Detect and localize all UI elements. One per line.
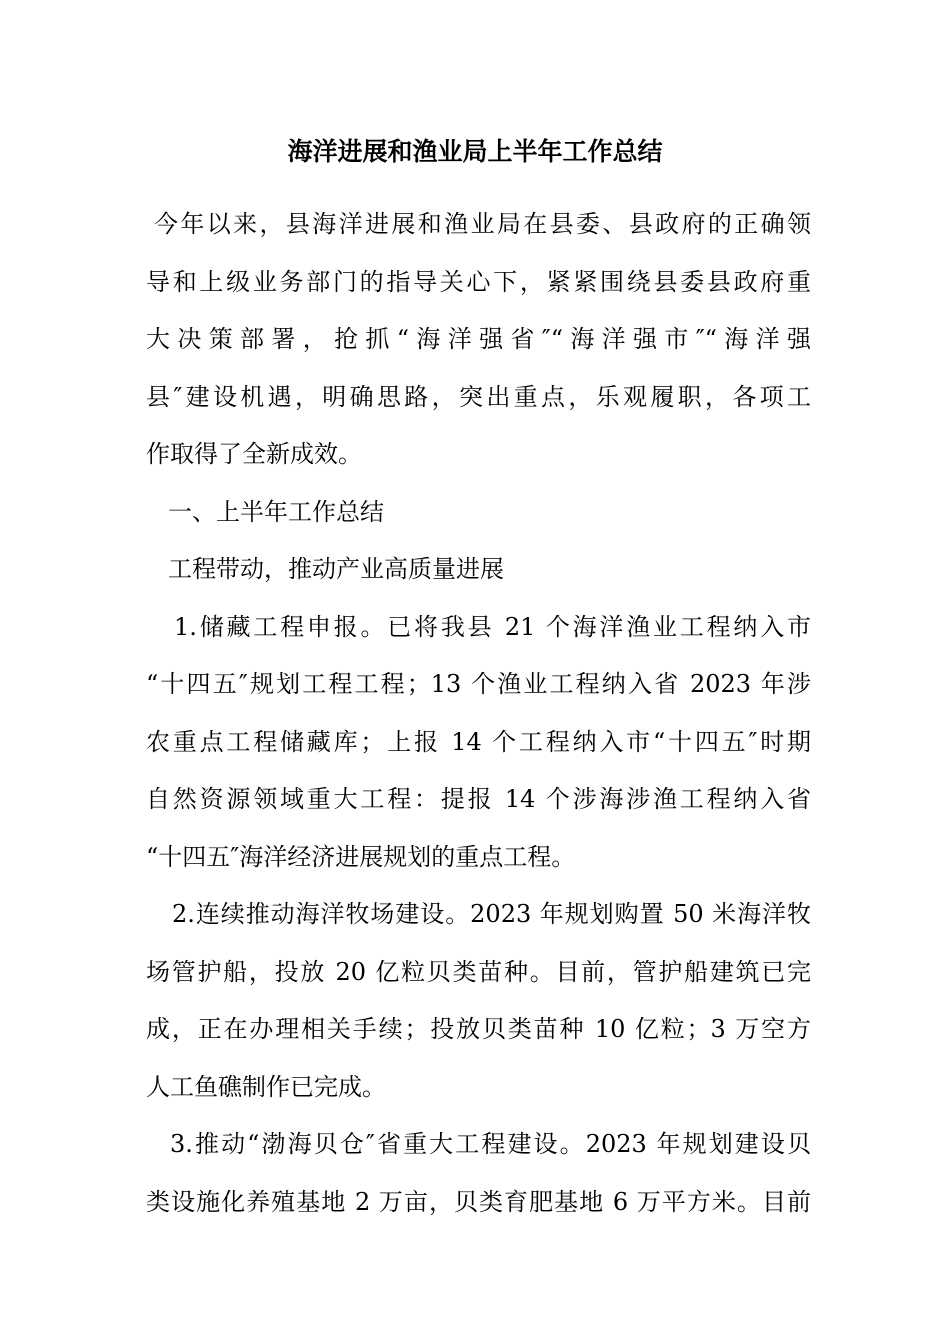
paragraph-line-4: 县″建设机遇，明确思路，突出重点，乐观履职，各项工 bbox=[146, 382, 811, 411]
item-3-line-1: 3.推动“渤海贝仓″省重大工程建设。2023 年规划建设贝 bbox=[170, 1130, 811, 1158]
item-1-line-5: “十四五″海洋经济进展规划的重点工程。 bbox=[146, 842, 576, 871]
item-3-line-2: 类设施化养殖基地 2 万亩，贝类育肥基地 6 万平方米。目前 bbox=[146, 1187, 811, 1216]
item-1-line-4: 自然资源领域重大工程：提报 14 个涉海涉渔工程纳入省 bbox=[146, 785, 811, 813]
item-2-line-1: 2.连续推动海洋牧场建设。2023 年规划购置 50 米海洋牧 bbox=[172, 900, 811, 928]
item-2-line-2: 场管护船，投放 20 亿粒贝类苗种。目前，管护船建筑已完 bbox=[146, 957, 811, 986]
section-heading: 一、上半年工作总结 bbox=[168, 497, 384, 526]
paragraph-line-2: 导和上级业务部门的指导关心下，紧紧围绕县委县政府重 bbox=[146, 267, 811, 296]
subsection-heading: 工程带动，推动产业高质量进展 bbox=[168, 555, 504, 583]
item-2-line-4: 人工鱼礁制作已完成。 bbox=[146, 1072, 386, 1101]
document-title: 海洋进展和渔业局上半年工作总结 bbox=[287, 137, 663, 166]
document-body bbox=[146, 196, 811, 1231]
item-1-line-1: 1.储藏工程申报。已将我县 21 个海洋渔业工程纳入市 bbox=[174, 612, 811, 641]
item-1-line-3: 农重点工程储藏库；上报 14 个工程纳入市“十四五″时期 bbox=[146, 727, 811, 756]
item-2-line-3: 成，正在办理相关手续；投放贝类苗种 10 亿粒；3 万空方 bbox=[146, 1015, 811, 1043]
item-1-line-2: “十四五″规划工程工程；13 个渔业工程纳入省 2023 年涉 bbox=[146, 670, 811, 698]
paragraph-line-3: 大决策部署，抢抓“海洋强省″“海洋强市″“海洋强 bbox=[146, 325, 811, 353]
paragraph-line-1: 今年以来，县海洋进展和渔业局在县委、县政府的正确领 bbox=[154, 210, 811, 238]
paragraph-line-5: 作取得了全新成效。 bbox=[146, 440, 362, 468]
